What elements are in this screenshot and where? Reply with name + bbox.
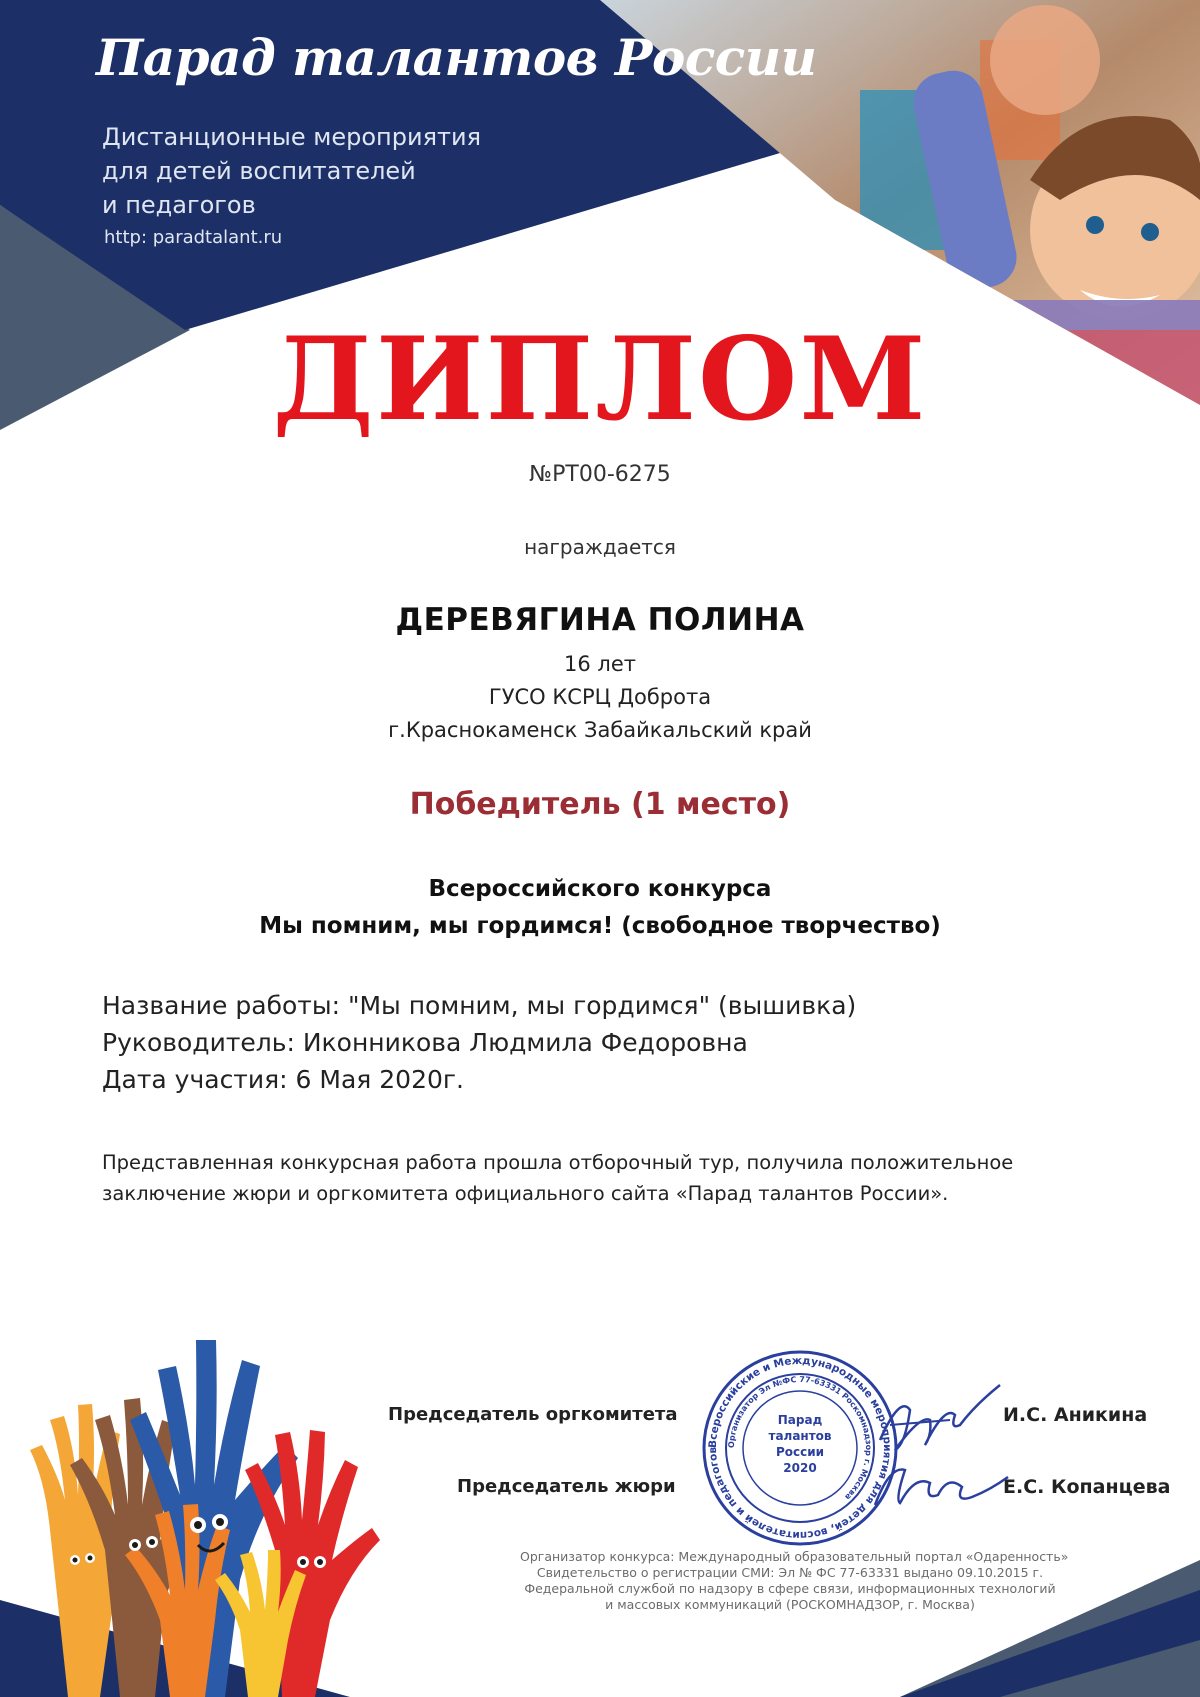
footer-line: Свидетельство о регистрации СМИ: Эл № ФС 77-63331 выдано 09.10.2015 г. [536,1565,1044,1580]
chair-org-label: Председатель оргкомитета [388,1404,678,1425]
brand-title: Парад талантов России [96,28,817,87]
chair-jury-label: Председатель жюри [457,1476,676,1497]
organizer-footer [520,1549,1069,1613]
footer-line: Федеральной службой по надзору в сфере связи, информационных технологий [524,1581,1056,1596]
contest-line: Мы помним, мы гордимся! (свободное творчество) [259,913,941,939]
footer-line: Организатор конкурса: Международный образовательный портал «Одаренность» [520,1549,1069,1564]
recipient-info [0,648,1200,747]
diploma-number: №РТ00-6275 [529,462,671,487]
stamp-center-line: Парад [777,1413,823,1427]
supervisor: Руководитель: Иконникова Людмила Федоровна [102,1028,748,1057]
chair-jury-name: Е.С. Копанцева [1003,1476,1171,1498]
stamp-center-line: России [775,1445,825,1459]
footer-line: и массовых коммуникаций (РОСКОМНАДЗОР, г. Москва) [605,1597,975,1612]
brand-subtitle-line: и педагогов [102,191,256,219]
diploma-heading: ДИПЛОМ [272,312,928,446]
chair-org-name: И.С. Аникина [1003,1404,1148,1426]
result-title: Победитель (1 место) [409,787,791,822]
brand-subtitle [102,120,532,222]
recipient-location: г.Краснокаменск Забайкальский край [388,718,812,742]
stamp-center-line: талантов [768,1429,832,1443]
jury-note [102,1147,1013,1209]
brand-subtitle-line: для детей воспитателей [102,157,416,185]
recipient-organization: ГУСО КСРЦ Доброта [488,685,712,709]
work-details [102,987,856,1098]
handwritten-signatures [860,1375,1010,1525]
brand-subtitle-line: Дистанционные мероприятия [102,123,482,151]
recipient-age: 16 лет [564,652,636,676]
awarded-text: награждается [524,535,676,559]
jury-note-line: заключение жюри и оргкомитета официального сайта «Парад талантов России». [102,1182,949,1205]
contest-title [0,871,1200,945]
brand-url: http: paradtalant.ru [104,227,283,248]
hand-icon [30,1340,380,1697]
jury-note-line: Представленная конкурсная работа прошла отборочный тур, получила положительное [102,1151,1014,1174]
stamp-ring-text: Всероссийские и Международные мероприятия для детей, воспитателей и педагогов [706,1354,894,1542]
participation-date: Дата участия: 6 Мая 2020г. [102,1065,464,1094]
work-title: Название работы: "Мы помним, мы гордимся" (вышивка) [102,991,857,1020]
recipient-name: ДЕРЕВЯГИНА ПОЛИНА [395,602,805,638]
colorful-hands-illustration [20,1300,400,1697]
stamp-center-line: 2020 [783,1461,817,1475]
stamp-inner-ring-text: Организатор Эл №ФС 77-63331 Роскомнадзор г. Москва [726,1374,874,1502]
contest-line: Всероссийского конкурса [428,876,772,902]
